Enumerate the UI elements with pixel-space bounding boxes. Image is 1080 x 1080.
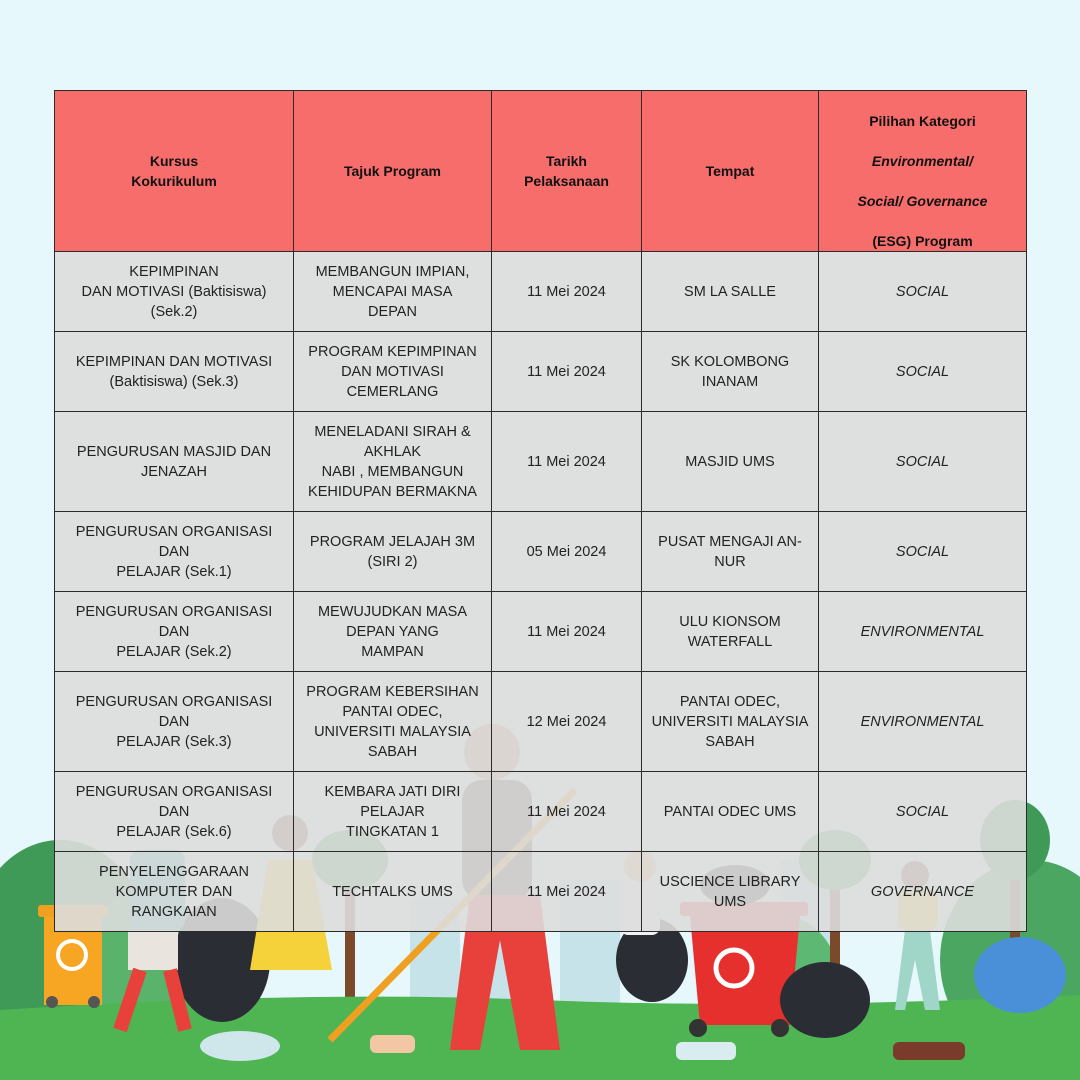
cell-tajuk: KEMBARA JATI DIRI PELAJAR TINGKATAN 1 [294,772,492,852]
table-row [55,672,1027,772]
cell-tarikh: 11 Mei 2024 [492,852,642,932]
cell-esg: SOCIAL [819,512,1027,592]
table-row [55,332,1027,412]
cell-tajuk: PROGRAM KEBERSIHAN PANTAI ODEC, UNIVERSITI MALAYSIA SABAH [294,672,492,772]
cell-esg: SOCIAL [819,332,1027,412]
header-row [55,91,1027,252]
cell-kursus: KEPIMPINAN DAN MOTIVASI (Baktisiswa) (Sek.2) [55,252,294,332]
table-row [55,252,1027,332]
program-schedule-table [54,90,1027,932]
header-tempat: Tempat [642,91,819,252]
cell-tajuk: TECHTALKS UMS [294,852,492,932]
header-tarikh: Tarikh Pelaksanaan [492,91,642,252]
cell-tempat: MASJID UMS [642,412,819,512]
cell-kursus: PENYELENGGARAAN KOMPUTER DAN RANGKAIAN [55,852,294,932]
cell-tajuk: MEMBANGUN IMPIAN, MENCAPAI MASA DEPAN [294,252,492,332]
cell-tempat: SK KOLOMBONG INANAM [642,332,819,412]
cell-kursus: PENGURUSAN ORGANISASI DAN PELAJAR (Sek.1) [55,512,294,592]
cell-tarikh: 11 Mei 2024 [492,592,642,672]
cell-esg: SOCIAL [819,412,1027,512]
header-esg-line2: Environmental/ [871,153,974,169]
table-row [55,852,1027,932]
cell-kursus: PENGURUSAN ORGANISASI DAN PELAJAR (Sek.6) [55,772,294,852]
cell-esg: SOCIAL [819,772,1027,852]
table-row [55,512,1027,592]
cell-tarikh: 11 Mei 2024 [492,412,642,512]
cell-esg: GOVERNANCE [819,852,1027,932]
table-row [55,592,1027,672]
cell-tajuk: PROGRAM JELAJAH 3M (SIRI 2) [294,512,492,592]
header-esg-line1: Pilihan Kategori [869,113,976,129]
header-tajuk: Tajuk Program [294,91,492,252]
table-row [55,412,1027,512]
cell-tempat: PUSAT MENGAJI AN- NUR [642,512,819,592]
header-esg-line4: (ESG) Program [872,233,973,249]
cell-kursus: PENGURUSAN MASJID DAN JENAZAH [55,412,294,512]
cell-esg: ENVIRONMENTAL [819,672,1027,772]
cell-tarikh: 11 Mei 2024 [492,772,642,852]
cell-tempat: ULU KIONSOM WATERFALL [642,592,819,672]
cell-tajuk: MENELADANI SIRAH & AKHLAK NABI , MEMBANGUN KEHIDUPAN BERMAKNA [294,412,492,512]
cell-esg: ENVIRONMENTAL [819,592,1027,672]
cell-kursus: KEPIMPINAN DAN MOTIVASI (Baktisiswa) (Sek.3) [55,332,294,412]
cell-tarikh: 05 Mei 2024 [492,512,642,592]
header-esg [819,91,1027,252]
cell-tempat: PANTAI ODEC UMS [642,772,819,852]
cell-kursus: PENGURUSAN ORGANISASI DAN PELAJAR (Sek.2) [55,592,294,672]
table-row [55,772,1027,852]
cell-tajuk: MEWUJUDKAN MASA DEPAN YANG MAMPAN [294,592,492,672]
cell-tempat: SM LA SALLE [642,252,819,332]
cell-tempat: PANTAI ODEC, UNIVERSITI MALAYSIA SABAH [642,672,819,772]
cell-tarikh: 11 Mei 2024 [492,332,642,412]
cell-tarikh: 11 Mei 2024 [492,252,642,332]
cell-tempat: USCIENCE LIBRARY UMS [642,852,819,932]
cell-tarikh: 12 Mei 2024 [492,672,642,772]
cell-esg: SOCIAL [819,252,1027,332]
header-kursus: Kursus Kokurikulum [55,91,294,252]
cell-kursus: PENGURUSAN ORGANISASI DAN PELAJAR (Sek.3) [55,672,294,772]
header-esg-line3: Social/ Governance [857,193,988,209]
cell-tajuk: PROGRAM KEPIMPINAN DAN MOTIVASI CEMERLANG [294,332,492,412]
